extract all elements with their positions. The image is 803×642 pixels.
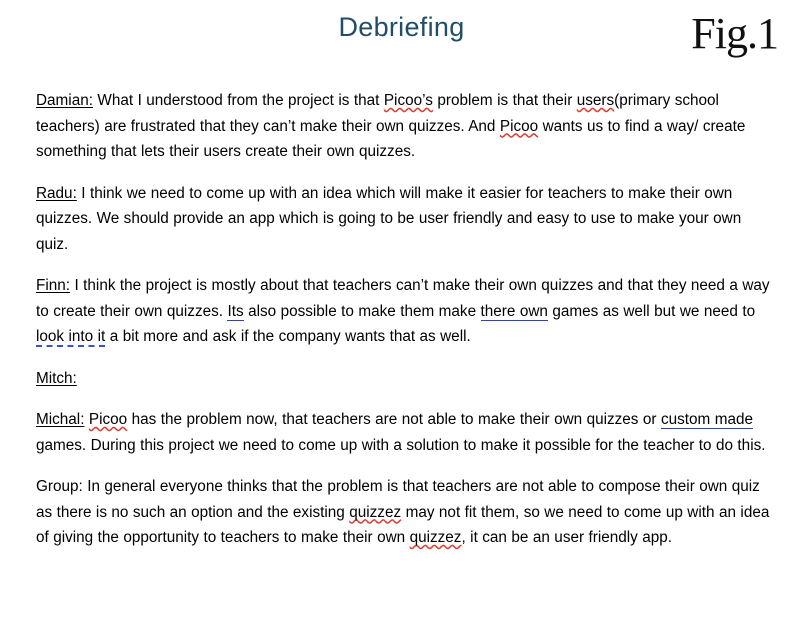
figure-label: Fig.1 xyxy=(691,9,778,58)
speaker-name: Finn: xyxy=(36,277,71,294)
document-body xyxy=(36,88,776,551)
grammar-underline[interactable]: look into it xyxy=(36,328,106,345)
grammar-underline[interactable]: custom made xyxy=(660,411,753,428)
paragraph: Group: In general everyone thinks that the problem is that teachers are not able to compose their own quiz as there is no such an option and the existing quizzez may not fit them, so we need to come up with an idea of giving the opportunity to teachers to make their own quizzez, it can be an user friendly app. xyxy=(36,478,770,546)
paragraph: Michal: Picoo has the problem now, that teachers are not able to make their own quizzes or custom made games. During this project we need to come up with a solution to make it possible for the teacher to do this. xyxy=(36,411,766,454)
spellcheck-underline[interactable]: quizzez xyxy=(349,503,402,521)
speaker-name: Michal: xyxy=(36,411,85,428)
spellcheck-underline[interactable]: Picoo xyxy=(88,411,128,428)
paragraph xyxy=(36,366,776,392)
speaker-name: Damian: xyxy=(36,92,93,109)
spellcheck-underline[interactable]: Picoo xyxy=(499,117,539,135)
page-title: Debriefing xyxy=(338,12,465,42)
paragraph: Damian: What I understood from the project is that Picoo’s problem is that their users(primary school teachers) are frustrated that they can’t make their own quizzes. And Picoo wants us to find a way/ create something that lets their users create their own quizzes. xyxy=(36,92,746,160)
spellcheck-underline[interactable]: users xyxy=(576,92,615,109)
grammar-underline[interactable]: Its xyxy=(227,302,244,320)
spellcheck-underline[interactable]: quizzez xyxy=(409,529,462,546)
speaker-name: Mitch: xyxy=(36,369,77,387)
paragraph: Radu: I think we need to come up with an idea which will make it easier for teachers to make their own quizzes. We should provide an app which is going to be user friendly and easy to use to make your own quiz. xyxy=(36,184,742,253)
speaker-name: Radu: xyxy=(36,184,77,202)
spellcheck-underline[interactable]: Picoo’s xyxy=(383,92,433,109)
grammar-underline[interactable]: there own xyxy=(480,302,548,320)
paragraph: Finn: I think the project is mostly about that teachers can’t make their own quizzes and that they need a way to create their own quizzes. Its also possible to make them make there own games as well but we need to look into it a bit more and ask if the company wants that as well. xyxy=(36,277,770,345)
